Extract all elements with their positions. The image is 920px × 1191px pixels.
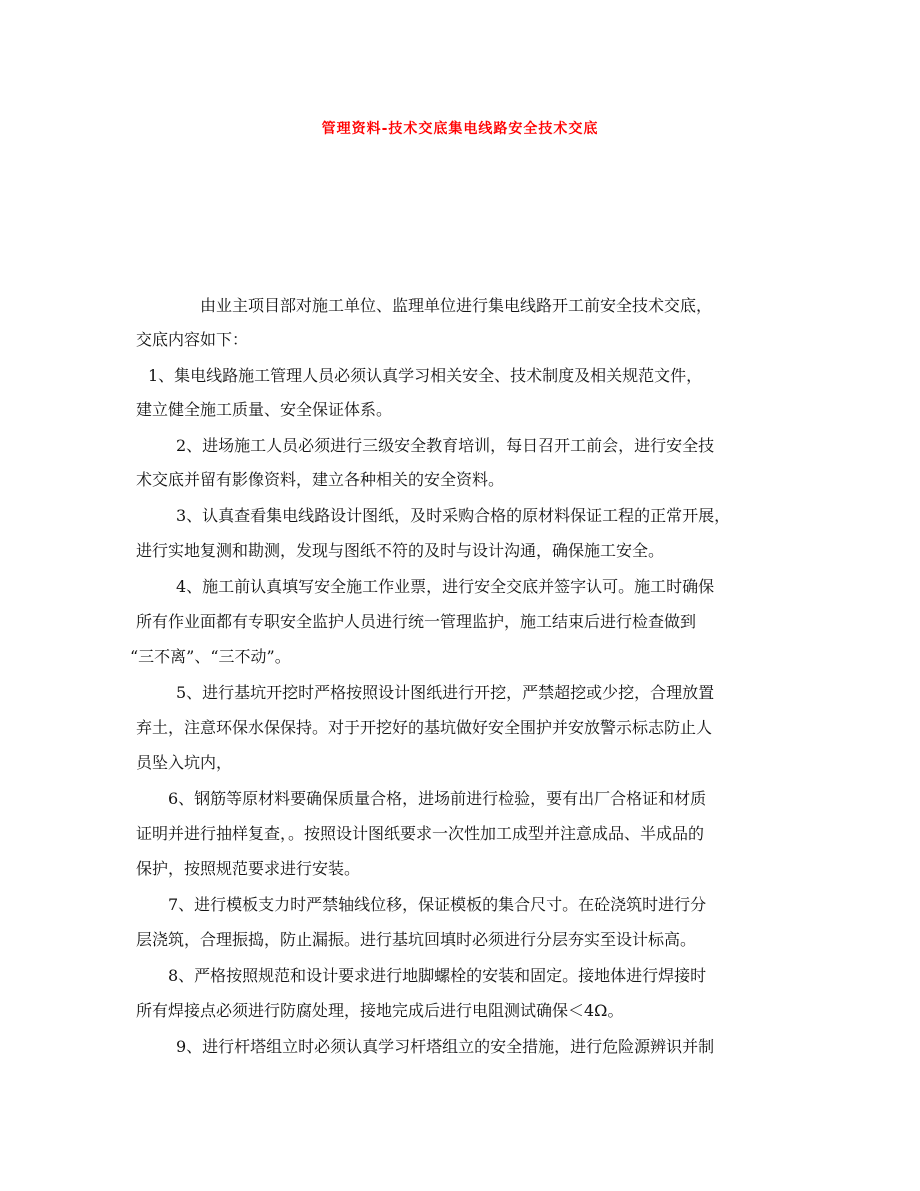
text-line-intro-1: 由业主项目部对施工单位、监理单位进行集电线路开工前安全技术交底， — [200, 296, 713, 315]
text-line-item4-2: 所有作业面都有专职安全监护人员进行统一管理监护，施工结束后进行检查做到 — [136, 612, 697, 631]
text-line-item8-2: 所有焊接点必须进行防腐处理，接地完成后进行电阻测试确保＜4Ω。 — [136, 1001, 624, 1020]
text-line-intro-2: 交底内容如下： — [136, 330, 249, 349]
text-line-item3-2: 进行实地复测和勘测，发现与图纸不符的及时与设计沟通，确保施工安全。 — [136, 541, 665, 560]
text-line-item5-1: 5、进行基坑开挖时严格按照设计图纸进行开挖，严禁超挖或少挖，合理放置 — [176, 683, 715, 702]
text-line-item1-1: 1、集电线路施工管理人员必须认真学习相关安全、技术制度及相关规范文件， — [148, 366, 703, 385]
text-line-item6-1: 6、钢筋等原材料要确保质量合格，进场前进行检验，要有出厂合格证和材质 — [168, 789, 707, 808]
text-line-item9-1: 9、进行杆塔组立时必须认真学习杆塔组立的安全措施，进行危险源辨识并制 — [176, 1037, 715, 1056]
text-line-item7-1: 7、进行模板支力时严禁轴线位移，保证模板的集合尺寸。在砼浇筑时进行分 — [168, 895, 707, 914]
text-line-item8-1: 8、严格按照规范和设计要求进行地脚螺栓的安装和固定。接地体进行焊接时 — [168, 966, 707, 985]
text-line-item6-2: 证明并进行抽样复查，。按照设计图纸要求一次性加工成型并注意成品、半成品的 — [136, 824, 705, 843]
text-line-item1-2: 建立健全施工质量、安全保证体系。 — [136, 400, 393, 419]
text-line-item4-1: 4、施工前认真填写安全施工作业票，进行安全交底并签字认可。施工时确保 — [176, 577, 715, 596]
text-line-item3-1: 3、认真查看集电线路设计图纸，及时采购合格的原材料保证工程的正常开展， — [176, 506, 731, 525]
text-line-item7-2: 层浇筑，合理振捣，防止漏振。进行基坑回填时必须进行分层夯实至设计标高。 — [136, 930, 697, 949]
text-line-item5-2: 弃土，注意环保水保保持。对于开挖好的基坑做好安全围护并安放警示标志防止人 — [136, 718, 713, 737]
text-line-item2-2: 术交底并留有影像资料，建立各种相关的安全资料。 — [136, 470, 505, 489]
text-line-item5-3: 员坠入坑内， — [136, 753, 233, 772]
text-line-item4-3: “三不离”、“三不动”。 — [130, 647, 291, 666]
document-title: 管理资料-技术交底集电线路安全技术交底 — [321, 121, 599, 137]
text-line-item6-3: 保护，按照规范要求进行安装。 — [136, 859, 361, 878]
text-line-item2-1: 2、进场施工人员必须进行三级安全教育培训，每日召开工前会，进行安全技 — [176, 436, 715, 455]
